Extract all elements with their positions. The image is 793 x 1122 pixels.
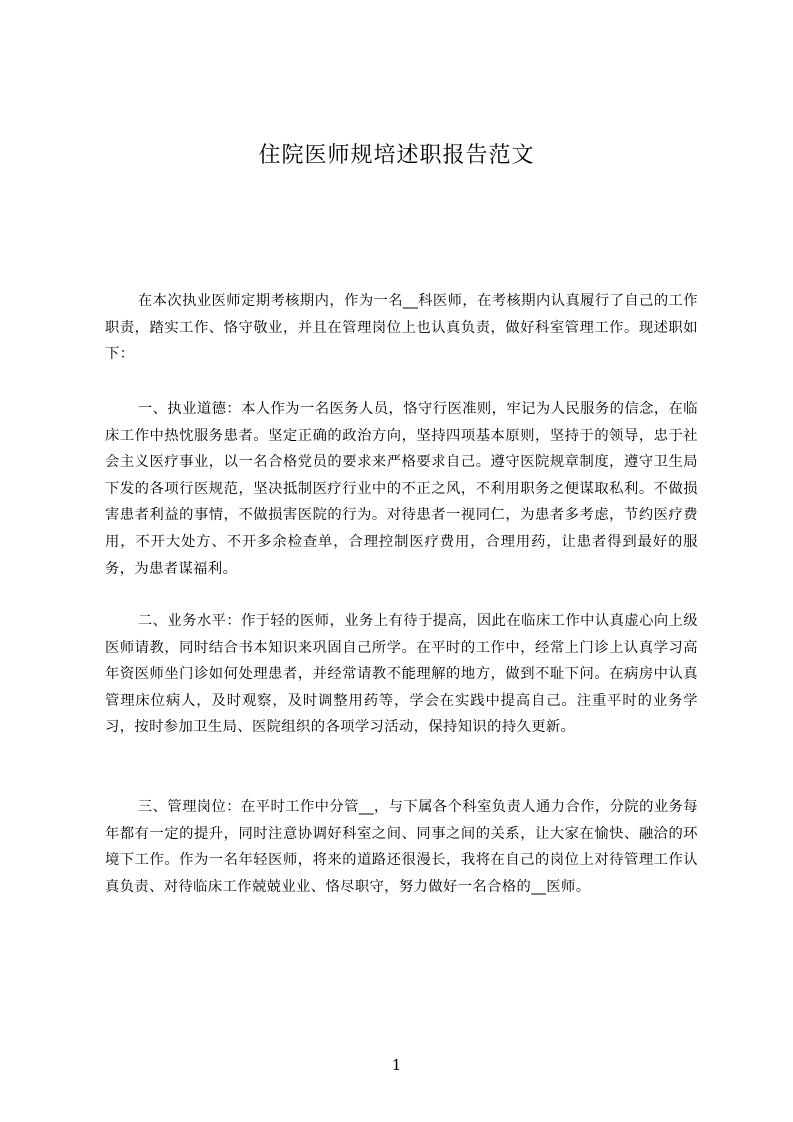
management-paragraph: 三、管理岗位：在平时工作中分管__，与下属各个科室负责人通力合作，分院的业务每年都有一定的提升，同时注意协调好科室之间、同事之间的关系，让大家在愉快、融洽的环境下工作。作为一名年轻医师，将来的道路还很漫长，我将在自己的岗位上对待管理工作认真负责、对待临床工作兢兢业业、恪尽职守，努力做好一名合格的__医师。 [105, 799, 698, 895]
document-title: 住院医师规培述职报告范文 [258, 143, 535, 168]
skills-paragraph: 二、业务水平：作于轻的医师，业务上有待于提高，因此在临床工作中认真虚心向上级医师请教，同时结合书本知识来巩固自己所学。在平时的工作中，经常上门诊上认真学习高年资医师坐门诊如何处理患者，并经常请教不能理解的地方，做到不耻下问。在病房中认真管理床位病人，及时观察，及时调整用药等，学会在实践中提高自己。注重平时的业务学习，按时参加卫生局、医院组织的各项学习活动，保持知识的持久更新。 [105, 613, 698, 736]
ethics-paragraph: 一、执业道德：本人作为一名医务人员，恪守行医准则，牢记为人民服务的信念，在临床工作中热忱服务患者。坚定正确的政治方向，坚持四项基本原则，坚持于的领导，忠于社会主义医疗事业，以一名合格党员的要求来严格要求自己。遵守医院规章制度，遵守卫生局下发的各项行医规范，坚决抵制医疗行业中的不正之风，不利用职务之便谋取私利。不做损害患者利益的事情，不做损害医院的行为。对待患者一视同仁，为患者多考虑，节约医疗费用，不开大处方、不开多余检查单，合理控制医疗费用，合理用药，让患者得到最好的服务，为患者谋福利。 [105, 401, 698, 577]
page-number: 1 [391, 1056, 402, 1074]
intro-paragraph: 在本次执业医师定期考核期内，作为一名__科医师，在考核期内认真履行了自己的工作职责，踏实工作、恪守敬业，并且在管理岗位上也认真负责，做好科室管理工作。现述职如下： [105, 293, 698, 363]
